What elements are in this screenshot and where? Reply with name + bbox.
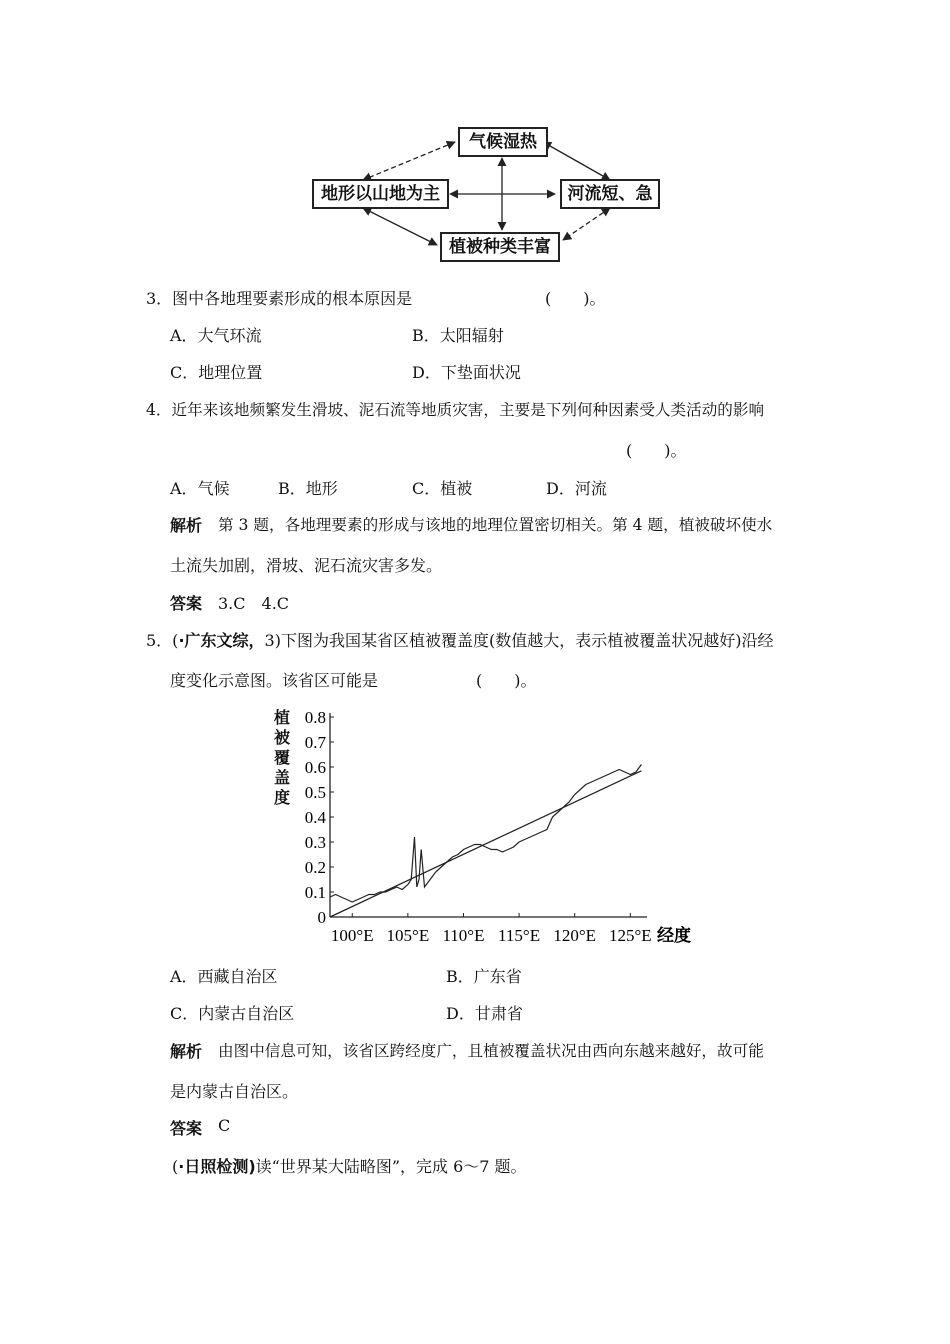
x-axis-label: 经度 — [657, 926, 691, 946]
analysis2-line1: 由图中信息可知，该省区跨经度广，且植被覆盖状况由西向东越来越好，故可能 — [218, 1042, 764, 1060]
y-tick-label: 0.3 — [304, 833, 326, 852]
analysis1-label: 解析 — [170, 516, 203, 535]
y-tick-label: 0.2 — [304, 858, 326, 877]
next-open: ( — [172, 1157, 179, 1176]
answer2-text: C — [218, 1116, 231, 1135]
trend-line — [330, 771, 641, 917]
analysis2-label: 解析 — [170, 1042, 203, 1061]
analysis2-line2: 是内蒙古自治区。 — [170, 1082, 299, 1101]
analysis1-line2: 土流失加剧，滑坡、泥石流灾害多发。 — [170, 556, 443, 575]
x-tick-label: 120°E — [553, 926, 597, 945]
diagram-box-vegetation: 植被种类丰富 — [440, 232, 560, 262]
diagram-box-river: 河流短、急 — [560, 179, 660, 209]
next-source: ·日照检测) — [178, 1157, 256, 1176]
diagram-box-terrain: 地形以山地为主 — [312, 179, 449, 209]
x-tick-label: 105°E — [386, 926, 430, 945]
y-tick-label: 0.8 — [304, 708, 326, 727]
y-tick-label: 0.5 — [304, 783, 326, 802]
q5-line2: 度变化示意图。该省区可能是 — [170, 671, 379, 690]
y-tick-label: 0.1 — [304, 883, 326, 902]
y-tick-label: 0.6 — [304, 758, 326, 777]
q5-option-c: C．内蒙古自治区 — [170, 1004, 295, 1023]
q4-option-b: B．地形 — [278, 479, 338, 498]
vegetation-coverage-chart — [290, 705, 720, 950]
y-tick-label: 0.4 — [304, 808, 326, 827]
y-tick-label: 0.7 — [304, 733, 326, 752]
diagram-box-climate: 气候湿热 — [458, 127, 548, 157]
q3-paren: ( )。 — [545, 289, 606, 308]
x-tick-label: 110°E — [442, 926, 485, 945]
coverage-line — [330, 765, 641, 903]
q4-option-a: A．气候 — [170, 479, 230, 498]
q4-option-d: D．河流 — [546, 479, 607, 498]
q5-line1 — [146, 628, 773, 651]
q5-option-b: B．广东省 — [446, 967, 522, 986]
next-instruction — [172, 1154, 527, 1177]
x-tick-label: 100°E — [330, 926, 374, 945]
answer1-label: 答案 — [170, 594, 203, 613]
q5-source: ·广东文综， — [178, 631, 265, 650]
x-tick-label: 125°E — [608, 926, 652, 945]
next-text: 读“世界某大陆略图”，完成 6～7 题。 — [255, 1157, 527, 1176]
x-tick-label: 115°E — [498, 926, 541, 945]
q4-stem: 4．近年来该地频繁发生滑坡、泥石流等地质灾害，主要是下列何种因素受人类活动的影响 — [146, 401, 765, 419]
analysis1-line1: 第 3 题，各地理要素的形成与该地的地理位置密切相关。第 4 题，植被破坏使水 — [218, 516, 773, 534]
q5-number: 5．( — [146, 631, 179, 650]
chart-ylabel: 植被覆盖度 — [273, 708, 290, 807]
q5-option-d: D．甘肃省 — [446, 1004, 523, 1023]
q5-paren: ( )。 — [476, 671, 537, 690]
q3-option-c: C．地理位置 — [170, 363, 263, 382]
q3-stem: 3．图中各地理要素形成的根本原因是 — [146, 289, 413, 308]
q3-option-b: B．太阳辐射 — [412, 326, 504, 345]
q5-option-a: A．西藏自治区 — [170, 967, 278, 986]
q4-option-c: C．植被 — [412, 479, 473, 498]
q5-stem-rest: 3)下图为我国某省区植被覆盖度(数值越大，表示植被覆盖状况越好)沿经 — [264, 631, 774, 650]
q4-paren: ( )。 — [626, 441, 687, 460]
q3-option-a: A．大气环流 — [170, 326, 262, 345]
y-tick-label: 0 — [317, 908, 326, 927]
answer1-text: 3.C 4.C — [218, 594, 290, 613]
answer2-label: 答案 — [170, 1119, 203, 1138]
q3-option-d: D．下垫面状况 — [412, 363, 521, 382]
